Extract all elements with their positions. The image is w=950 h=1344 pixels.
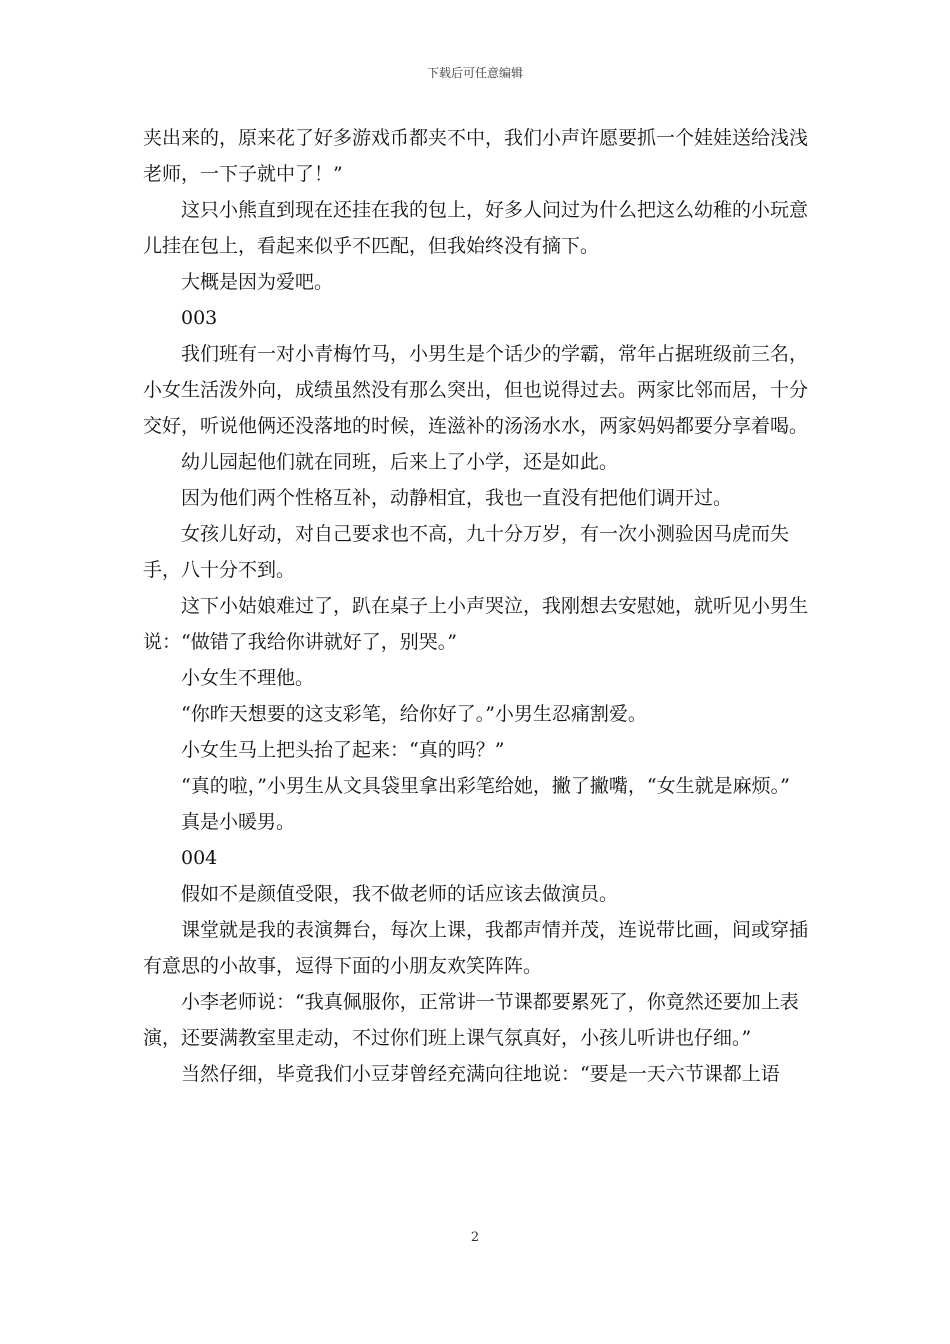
paragraph: 课堂就是我的表演舞台，每次上课，我都声情并茂，连说带比画，间或穿插有意思的小故事，逗得下面的小朋友欢笑阵阵。 bbox=[143, 919, 809, 977]
paragraph: 小李老师说：“我真佩服你，正常讲一节课都要累死了，你竟然还要加上表演，还要满教室里走动，不过你们班上课气氛真好，小孩儿听讲也仔细。” bbox=[143, 991, 799, 1049]
paragraph: 因为他们两个性格互补，动静相宜，我也一直没有把他们调开过。 bbox=[181, 487, 733, 509]
paragraph: 当然仔细，毕竟我们小豆芽曾经充满向往地说：“要是一天六节课都上语 bbox=[181, 1063, 780, 1085]
paragraph: 我们班有一对小青梅竹马，小男生是个话少的学霸，常年占据班级前三名，小女生活泼外向，成绩虽然没有那么突出，但也说得过去。两家比邻而居，十分交好，听说他俩还没落地的时候，连滋补的汤汤水水，两家妈妈都要分享着喝。 bbox=[143, 343, 809, 437]
page-number: 2 bbox=[470, 1230, 480, 1245]
paragraph: 小女生马上把头抬了起来：“真的吗？” bbox=[181, 739, 505, 761]
paragraph: 这只小熊直到现在还挂在我的包上，好多人问过为什么把这么幼稚的小玩意儿挂在包上，看起来似乎不匹配，但我始终没有摘下。 bbox=[143, 199, 809, 257]
paragraph: 大概是因为爱吧。 bbox=[181, 271, 334, 293]
paragraph: 夹出来的，原来花了好多游戏币都夹不中，我们小声许愿要抓一个娃娃送给浅浅老师，一下子就中了！” bbox=[143, 127, 809, 185]
paragraph: 这下小姑娘难过了，趴在桌子上小声哭泣，我刚想去安慰她，就听见小男生说：“做错了我给你讲就好了，别哭。” bbox=[143, 595, 809, 653]
paragraph: “你昨天想要的这支彩笔，给你好了。”小男生忍痛割爱。 bbox=[181, 703, 647, 725]
section-number: 004 bbox=[181, 847, 218, 869]
paragraph: “真的啦，”小男生从文具袋里拿出彩笔给她，撇了撇嘴，“女生就是麻烦。” bbox=[181, 775, 790, 797]
paragraph: 假如不是颜值受限，我不做老师的话应该去做演员。 bbox=[181, 883, 619, 905]
paragraph: 女孩儿好动，对自己要求也不高，九十分万岁，有一次小测验因马虎而失手，八十分不到。 bbox=[143, 523, 790, 581]
paragraph: 幼儿园起他们就在同班，后来上了小学，还是如此。 bbox=[181, 451, 619, 473]
paragraph: 小女生不理他。 bbox=[181, 667, 315, 689]
paragraph: 真是小暖男。 bbox=[181, 811, 296, 833]
page-header: 下载后可任意编辑 bbox=[426, 66, 523, 80]
document-body bbox=[143, 120, 813, 1092]
section-number: 003 bbox=[181, 307, 218, 329]
